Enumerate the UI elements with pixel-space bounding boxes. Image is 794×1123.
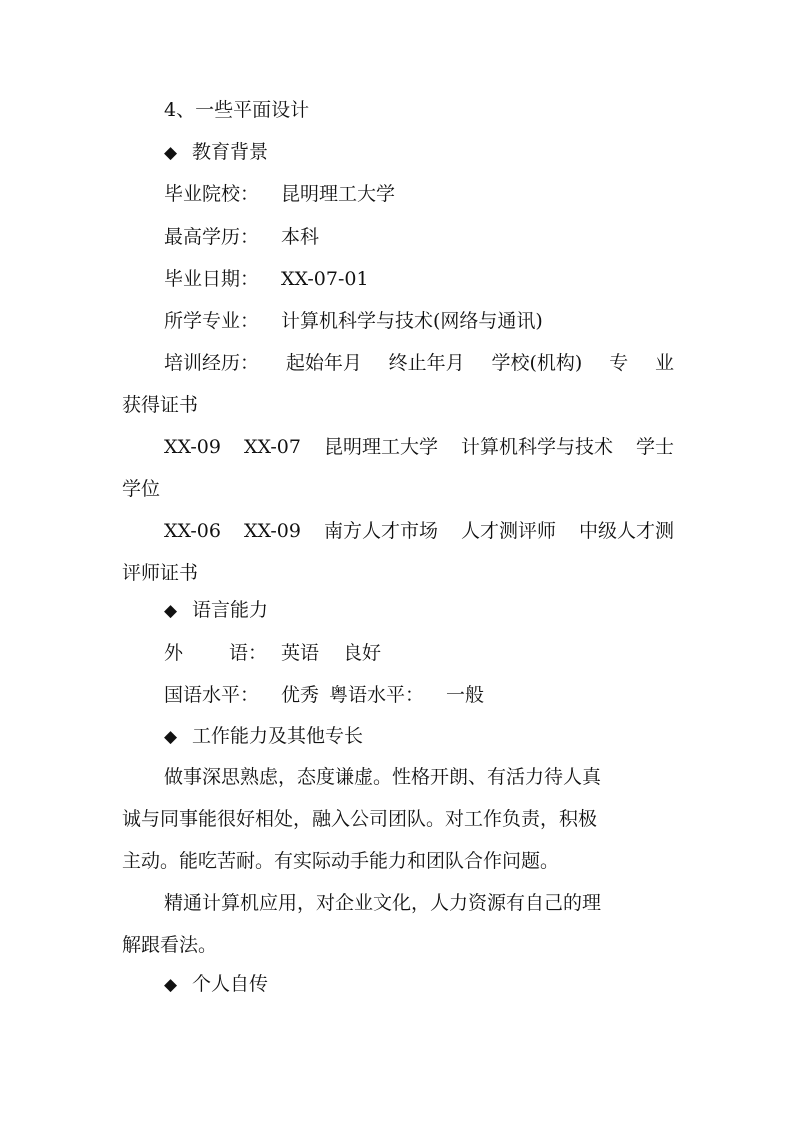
training-row-2-cert: 中级人才测 [578,520,674,542]
training-col-major-a: 专 [609,352,629,374]
section-heading-education [164,140,674,165]
training-row-2 [164,519,674,543]
skills-paragraph-1-line-3: 主动。能吃苦耐。有实际动手能力和团队合作问题。 [122,850,560,872]
training-row-1-school: 昆明理工大学 [323,436,438,458]
training-row-1-major: 计算机科学与技术 [460,436,613,458]
training-col-major-b: 业 [654,352,674,374]
foreign-level: 良好 [343,642,382,664]
training-row-1 [164,435,674,459]
section-heading-language [164,598,674,623]
graduation-date-row [164,267,674,291]
training-row-1-cert: 学士 [635,436,674,458]
diamond-bullet-icon: ◆ [164,143,178,163]
section-heading-bio [164,972,674,997]
major-label: 所学专业： [164,310,260,332]
item-4-text: 4、一些平面设计 [164,99,310,121]
skills-paragraph-2-line-2: 解跟看法。 [122,934,218,956]
training-row-1-start: XX-09 [164,436,221,458]
diamond-bullet-icon: ◆ [164,601,178,621]
graduation-date-value: XX-07-01 [281,268,369,290]
major-row [164,309,674,333]
foreign-language-row [164,641,674,665]
training-row-1-end: XX-07 [243,436,301,458]
foreign-label-b: 语： [229,642,268,664]
training-row-2-end: XX-09 [243,520,301,542]
training-header-cont: 获得证书 [122,394,199,416]
foreign-value: 英语 [281,642,320,664]
training-col-end: 终止年月 [388,352,465,374]
language-heading: 语言能力 [192,599,269,621]
training-row-1-cont: 学位 [122,478,161,500]
training-header-row [164,351,674,375]
degree-value: 本科 [281,226,320,248]
mandarin-label: 国语水平： [164,684,260,706]
skills-paragraph-1-line-1: 做事深思熟虑，态度谦虚。性格开朗、有活力待人真 [164,766,602,788]
dialect-row [164,683,674,707]
skills-paragraph-2-line-1: 精通计算机应用，对企业文化，人力资源有自己的理 [164,892,602,914]
school-value: 昆明理工大学 [281,183,396,205]
training-row-2-cont: 评师证书 [122,562,199,584]
major-value: 计算机科学与技术(网络与通讯) [281,310,543,332]
training-col-school: 学校(机构) [491,352,583,374]
skills-heading: 工作能力及其他专长 [192,725,364,747]
school-label: 毕业院校： [164,183,260,205]
training-col-start: 起始年月 [285,352,362,374]
training-label: 培训经历： [164,352,260,374]
degree-label: 最高学历： [164,226,260,248]
school-row [164,182,674,206]
bio-heading: 个人自传 [192,973,269,995]
graduation-date-label: 毕业日期： [164,268,260,290]
skills-paragraph-1-line-2: 诚与同事能很好相处，融入公司团队。对工作负责，积极 [122,808,598,830]
degree-row [164,225,674,249]
mandarin-value: 优秀 [281,684,320,706]
diamond-bullet-icon: ◆ [164,975,178,995]
education-heading: 教育背景 [192,141,269,163]
section-heading-skills [164,724,674,749]
cantonese-value: 一般 [446,684,485,706]
training-row-2-start: XX-06 [164,520,221,542]
training-row-2-major: 人才测评师 [460,520,556,542]
training-row-2-school: 南方人才市场 [323,520,438,542]
diamond-bullet-icon: ◆ [164,727,178,747]
cantonese-label: 粤语水平： [329,684,425,706]
foreign-label-a: 外 [164,642,184,664]
